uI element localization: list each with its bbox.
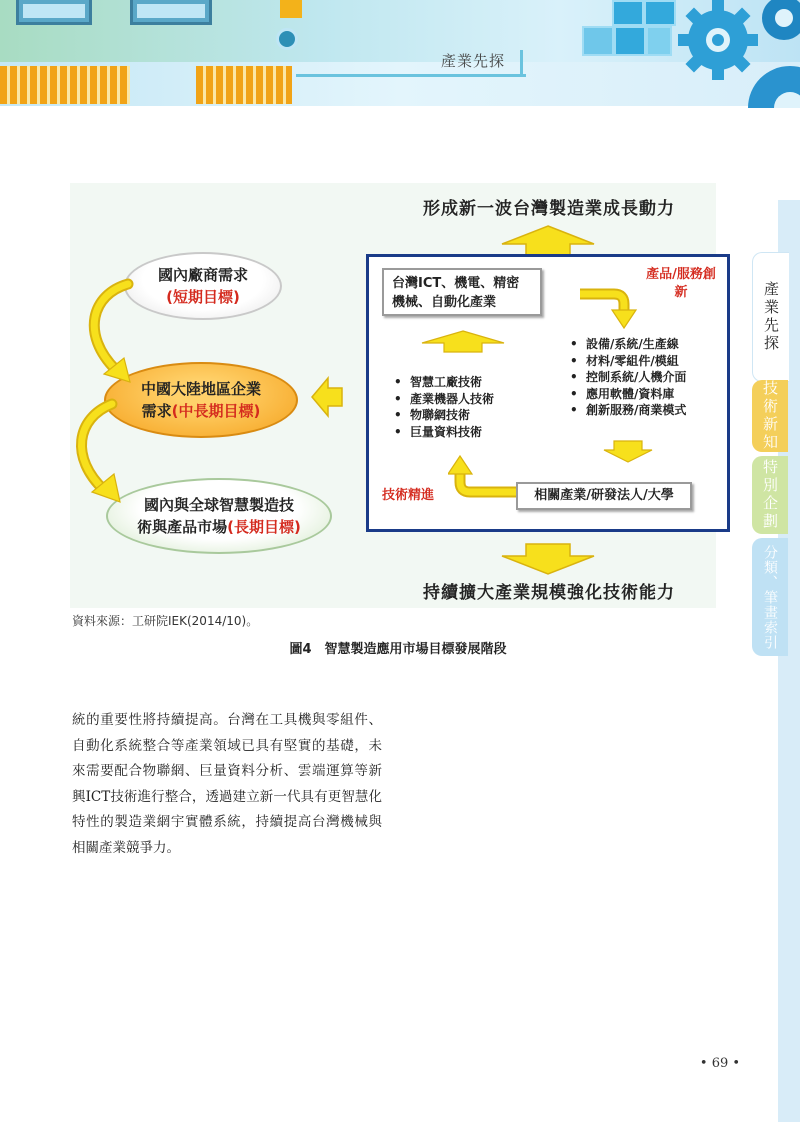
stage-tag: (長期目標) bbox=[227, 518, 301, 536]
list-item: • 應用軟體/資料庫 bbox=[570, 386, 720, 403]
side-tab-label: 分類、筆畫索引 bbox=[762, 544, 778, 650]
list-item: • 智慧工廠技術 bbox=[394, 374, 534, 391]
bend-arrow-icon bbox=[578, 282, 638, 330]
bottom-goal-title: 持續擴大產業規模強化技術能力 bbox=[423, 583, 675, 603]
stage-title-cont: 術與產品市場 bbox=[137, 518, 228, 536]
list-item: • 物聯網技術 bbox=[394, 407, 534, 424]
circuit-chip-icon bbox=[130, 0, 212, 25]
tech-items-list bbox=[394, 374, 534, 440]
side-tab-special-feature[interactable] bbox=[752, 456, 788, 534]
stage-title: 中國大陸地區企業 bbox=[140, 380, 261, 398]
page-number: • 69 • bbox=[699, 1056, 741, 1071]
list-item: • 產業機器人技術 bbox=[394, 391, 534, 408]
circuit-node-icon bbox=[276, 28, 298, 50]
side-tab-label: 特別企劃 bbox=[761, 459, 779, 531]
list-item: • 控制系統/人機介面 bbox=[570, 369, 720, 386]
body-paragraph: 統的重要性將持續提高。台灣在工具機與零組件、自動化系統整合等產業領域已具有堅實的基礎，未來需要配合物聯網、巨量資料分析、雲端運算等新興ICT技術進行整合，透過建立新一代具有更智慧化特性的製造業網宇實體系統，持續提高台灣機械與相關產業競爭力。 bbox=[72, 712, 382, 856]
tech-refinement-label: 技術精進 bbox=[382, 488, 435, 503]
side-tab-industry-outlook[interactable] bbox=[752, 252, 789, 382]
cube-icon bbox=[612, 0, 644, 26]
side-tab-label: 技術新知 bbox=[761, 380, 779, 452]
circuit-chip-icon bbox=[16, 0, 92, 25]
down-arrow-small-icon bbox=[602, 440, 654, 464]
header-rule bbox=[296, 74, 526, 77]
stage-title: 國內廠商需求 bbox=[157, 266, 248, 284]
top-goal-title: 形成新一波台灣製造業成長動力 bbox=[423, 199, 675, 219]
left-arrow-icon bbox=[310, 376, 344, 418]
stage-tag: (短期目標) bbox=[166, 288, 240, 306]
up-arrow-icon bbox=[500, 224, 596, 258]
down-arrow-icon bbox=[500, 542, 596, 576]
cube-icon bbox=[582, 26, 614, 56]
product-innovation-label: 產品/服務創新 bbox=[646, 267, 716, 300]
list-item: • 巨量資料技術 bbox=[394, 424, 534, 441]
list-item: • 材料/零組件/模組 bbox=[570, 353, 720, 370]
stage-title-cont: 需求 bbox=[141, 402, 172, 420]
product-items-list bbox=[570, 336, 720, 419]
stage-title: 國內與全球智慧製造技 bbox=[143, 496, 294, 514]
list-item: • 創新服務/商業模式 bbox=[570, 402, 720, 419]
partners-box: 相關產業/研發法人/大學 bbox=[516, 482, 692, 510]
bend-arrow-icon bbox=[448, 452, 518, 502]
core-industry-box: 台灣ICT、機電、精密機械、自動化產業 bbox=[382, 268, 542, 316]
cube-icon bbox=[614, 26, 646, 56]
stage-oval-short-term bbox=[124, 252, 282, 320]
up-arrow-small-icon bbox=[420, 330, 506, 354]
side-tab-tech-news[interactable] bbox=[752, 380, 788, 452]
list-item: • 設備/系統/生產線 bbox=[570, 336, 720, 353]
circuit-pins-right bbox=[196, 66, 292, 104]
circuit-pad-icon bbox=[280, 0, 302, 18]
stage-tag: (中長期目標) bbox=[171, 402, 261, 420]
gear-icon bbox=[660, 0, 800, 108]
side-tab-index[interactable] bbox=[752, 538, 788, 656]
side-tab-label: 產業先探 bbox=[762, 281, 780, 353]
figure-caption: 圖4 智慧製造應用市場目標發展階段 bbox=[289, 642, 507, 657]
curved-arrow-icon bbox=[72, 278, 142, 548]
section-title: 產業先探 bbox=[440, 52, 505, 70]
circuit-pins-left bbox=[0, 66, 130, 104]
figure-source: 資料來源：工研院IEK(2014/10)。 bbox=[72, 614, 259, 628]
page-header bbox=[0, 0, 800, 108]
